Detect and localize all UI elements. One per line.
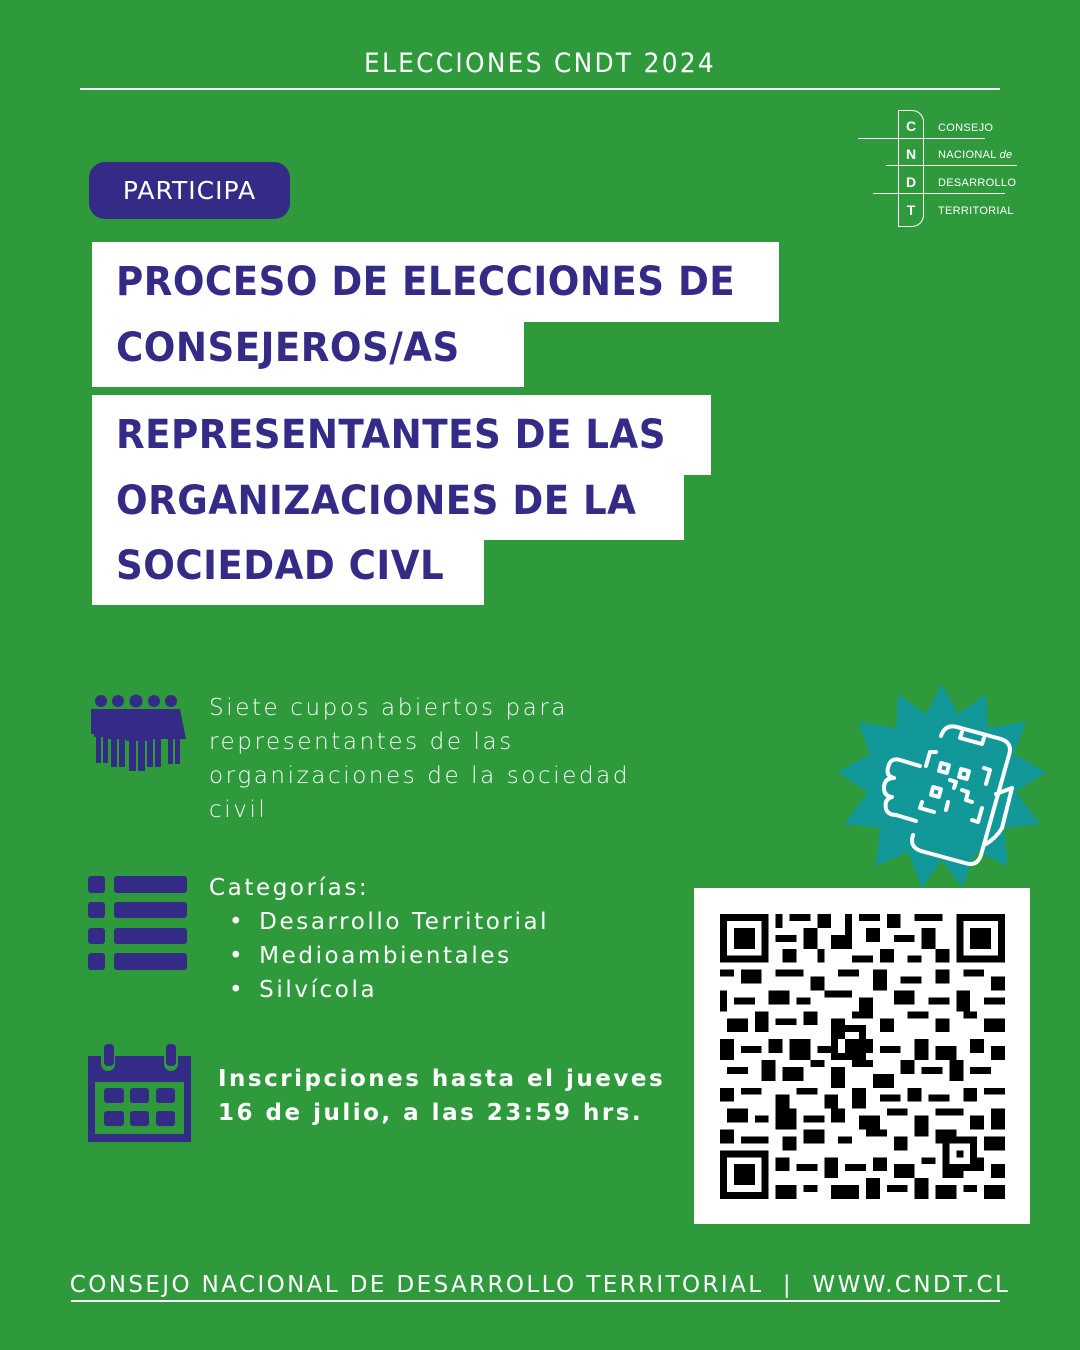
logo-word: CONSEJO [938,122,994,134]
logo-word: TERRITORIAL [938,205,1014,217]
headline-line: ORGANIZACIONES DE LA [116,478,637,524]
logo-word: NACIONAL de [938,149,1013,161]
categories-label: Categorías: [209,875,370,901]
page-title: ELECCIONES CNDT 2024 [363,48,717,79]
logo-letter: C [905,118,917,134]
qr-code[interactable] [694,888,1030,1224]
hand-phone-scan-qr-icon [836,684,1048,890]
category-item: • Medioambientales [229,939,549,973]
category-item: • Silvícola [229,973,549,1007]
logo-divider [886,165,1017,166]
logo-divider [873,193,1005,194]
logo-letter: D [905,174,917,190]
logo-word: DESARROLLO [938,177,1017,189]
header-divider [80,88,1000,90]
footer-text: CONSEJO NACIONAL DE DESARROLLO TERRITORIAL | WWW.CNDT.CL [69,1272,1011,1298]
calendar-icon [88,1044,192,1149]
headline-line: REPRESENTANTES DE LAS [116,412,666,458]
logo-divider [858,138,985,139]
headline-line: PROCESO DE ELECCIONES DE [116,259,736,305]
category-item: • Desarrollo Territorial [229,905,549,939]
group-of-people-icon [88,694,188,779]
footer-divider [71,1300,1000,1302]
headline-line: CONSEJEROS/AS [116,325,460,371]
logo-letter: T [906,202,916,218]
logo-letter: N [905,146,917,162]
list-icon [88,876,188,976]
deadline-text: Inscripciones hasta el jueves 16 de julio, a las 23:59 hrs. [218,1066,666,1126]
seats-description: Siete cupos abiertos para representantes de las organizaciones de la sociedad civil [209,695,631,823]
cndt-logo [858,110,1038,228]
headline-line: SOCIEDAD CIVL [116,543,445,589]
participa-tag: PARTICIPA [89,162,290,219]
categories-list [209,871,549,1007]
